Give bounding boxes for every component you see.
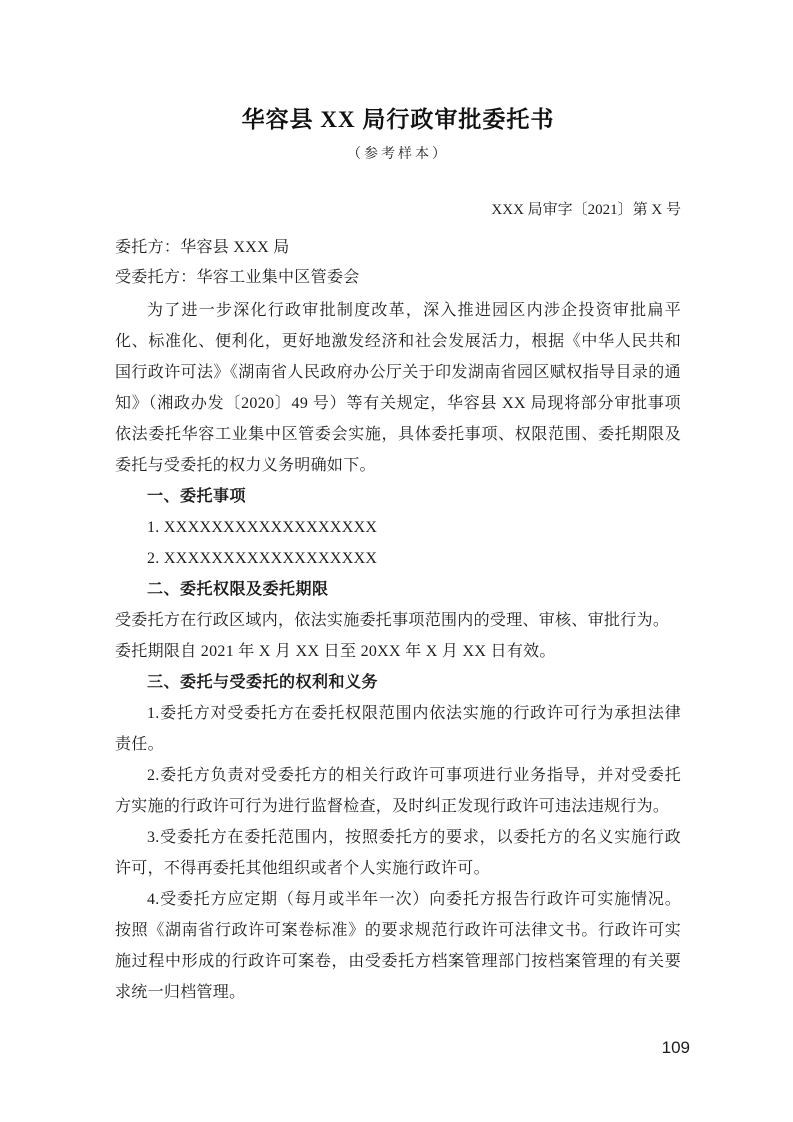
body-paragraph: 委托期限自 2021 年 X 月 XX 日至 20XX 年 X 月 XX 日有效。 (115, 643, 556, 660)
page-number: 109 (661, 1038, 690, 1057)
body-paragraph: 1.委托方对受委托方在委托权限范围内依法实施的行政许可行为承担法律责任。 (115, 705, 681, 753)
sections (115, 481, 681, 1008)
section-heading: 一、委托事项 (147, 488, 247, 505)
party-line: 受委托方：华容工业集中区管委会 (115, 269, 360, 286)
document-subtitle: （参考样本） (347, 147, 449, 162)
document-title: 华容县 XX 局行政审批委托书 (241, 107, 555, 132)
body-paragraph: 3.受委托方在委托范围内，按照委托方的要求，以委托方的名义实施行政许可，不得再委托其他组织或者个人实施行政许可。 (115, 829, 681, 877)
document-content (115, 0, 681, 1008)
section-heading: 三、委托与受委托的权利和义务 (147, 674, 379, 691)
body-paragraph: 受委托方在行政区域内，依法实施委托事项范围内的受理、审核、审批行为。 (115, 612, 670, 629)
body-paragraph: 1. XXXXXXXXXXXXXXXXXX (147, 519, 378, 536)
party-line: 委托方：华容县 XXX 局 (115, 239, 290, 256)
document-number: XXX 局审字〔2021〕第 X 号 (491, 202, 681, 218)
intro-paragraph: 为了进一步深化行政审批制度改革，深入推进园区内涉企投资审批扁平化、标准化、便利化，更好地激发经济和社会发展活力，根据《中华人民共和国行政许可法》《湖南省人民政府办公厅关于印发湖南省园区赋权指导目录的通知》（湘政办发〔2020〕49 号）等有关规定，华容县 XX 局现将部分审批事项依法委托华容工业集中区管委会实施，具体委托事项、权限范围、委托期限及委托与受委托的权力义务明确如下。 (115, 302, 681, 474)
section-heading: 二、委托权限及委托期限 (147, 581, 329, 598)
body-paragraph: 2. XXXXXXXXXXXXXXXXXX (147, 550, 378, 567)
body-paragraph: 2.委托方负责对受委托方的相关行政许可事项进行业务指导，并对受委托方实施的行政许可行为进行监督检查，及时纠正发现行政许可违法违规行为。 (115, 767, 681, 815)
parties (115, 233, 681, 293)
body-paragraph: 4.受委托方应定期（每月或半年一次）向委托方报告行政许可实施情况。按照《湖南省行政许可案卷标准》的要求规范行政许可法律文书。行政许可实施过程中形成的行政许可案卷，由受委托方档案管理部门按档案管理的有关要求统一归档管理。 (115, 891, 681, 1001)
